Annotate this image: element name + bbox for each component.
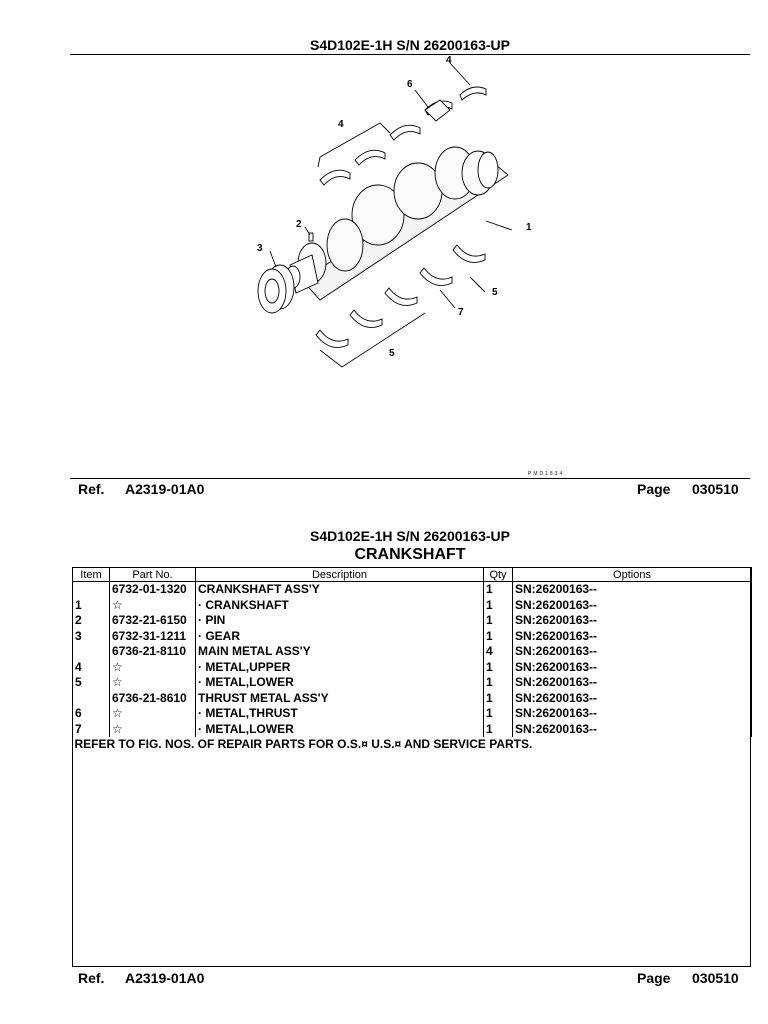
cell-part-no: 6732-01-1320	[110, 582, 196, 598]
cell-description: THRUST METAL ASS'Y	[196, 691, 484, 707]
col-header-part-no: Part No.	[110, 568, 196, 582]
cell-qty: 1	[484, 582, 513, 598]
table-row	[73, 691, 752, 707]
table-row	[73, 629, 752, 645]
parts-table	[72, 567, 752, 753]
cell-qty: 1	[484, 691, 513, 707]
cell-part-no: 6732-31-1211	[110, 629, 196, 645]
cell-options: SN:26200163--	[513, 644, 752, 660]
callout-2: 2	[296, 219, 302, 230]
table-note-row	[73, 737, 752, 753]
callout-6: 6	[407, 79, 413, 90]
cell-options: SN:26200163--	[513, 613, 752, 629]
col-header-qty: Qty	[484, 568, 513, 582]
ref-value-bottom: A2319-01A0	[125, 970, 205, 986]
parts-model-title: S4D102E-1H S/N 26200163-UP	[309, 528, 510, 544]
cell-description: · METAL,LOWER	[196, 722, 484, 738]
cell-description: MAIN METAL ASS'Y	[196, 644, 484, 660]
table-row	[73, 613, 752, 629]
cell-part-no: ☆	[110, 598, 196, 614]
cell-qty: 1	[484, 613, 513, 629]
cell-qty: 1	[484, 629, 513, 645]
cell-part-no: 6736-21-8610	[110, 691, 196, 707]
cell-item: 4	[73, 660, 110, 676]
callout-7: 7	[458, 307, 464, 318]
table-row	[73, 675, 752, 691]
table-row	[73, 722, 752, 738]
cell-part-no: ☆	[110, 722, 196, 738]
cell-part-no: ☆	[110, 706, 196, 722]
figure-code: PMD1834	[528, 471, 565, 477]
cell-description: · GEAR	[196, 629, 484, 645]
table-note: REFER TO FIG. NOS. OF REPAIR PARTS FOR O.S.¤ U.S.¤ AND SERVICE PARTS.	[74, 737, 533, 752]
cell-qty: 1	[484, 598, 513, 614]
cell-description: · METAL,LOWER	[196, 675, 484, 691]
cell-qty: 1	[484, 706, 513, 722]
col-header-item: Item	[73, 568, 110, 582]
page-value-top: 030510	[692, 481, 739, 497]
cell-item	[73, 644, 110, 660]
page-label-bottom: Page	[637, 970, 671, 986]
col-header-description: Description	[196, 568, 484, 582]
cell-description: · PIN	[196, 613, 484, 629]
cell-description: · METAL,THRUST	[196, 706, 484, 722]
callout-3: 3	[257, 243, 263, 254]
cell-part-no: ☆	[110, 660, 196, 676]
ref-value-top: A2319-01A0	[125, 481, 205, 497]
cell-item	[73, 582, 110, 598]
table-row	[73, 660, 752, 676]
cell-description: CRANKSHAFT ASS'Y	[196, 582, 484, 598]
callout-4-top: 4	[446, 55, 452, 66]
table-row	[73, 598, 752, 614]
ref-label-top: Ref.	[78, 481, 105, 497]
cell-part-no: ☆	[110, 675, 196, 691]
cell-item: 3	[73, 629, 110, 645]
figure-bottom-rule	[70, 478, 750, 479]
cell-options: SN:26200163--	[513, 629, 752, 645]
cell-item: 5	[73, 675, 110, 691]
table-header-row	[73, 568, 752, 582]
cell-item: 1	[73, 598, 110, 614]
page-header-title: S4D102E-1H S/N 26200163-UP	[309, 37, 510, 53]
cell-item: 2	[73, 613, 110, 629]
cell-item	[73, 691, 110, 707]
page-label-top: Page	[637, 481, 671, 497]
cell-options: SN:26200163--	[513, 706, 752, 722]
page-value-bottom: 030510	[692, 970, 739, 986]
cell-options: SN:26200163--	[513, 691, 752, 707]
parts-group-title: CRANKSHAFT	[354, 546, 466, 563]
cell-qty: 4	[484, 644, 513, 660]
cell-part-no: 6736-21-8110	[110, 644, 196, 660]
cell-options: SN:26200163--	[513, 675, 752, 691]
cell-description: · CRANKSHAFT	[196, 598, 484, 614]
cell-qty: 1	[484, 675, 513, 691]
table-row	[73, 706, 752, 722]
table-row	[73, 582, 752, 598]
crankshaft-exploded-diagram	[250, 55, 550, 375]
callout-5-right: 5	[492, 287, 498, 298]
col-header-options: Options	[513, 568, 752, 582]
callout-5-bottom: 5	[389, 348, 395, 359]
callout-4: 4	[338, 119, 344, 130]
cell-qty: 1	[484, 722, 513, 738]
cell-options: SN:26200163--	[513, 660, 752, 676]
cell-options: SN:26200163--	[513, 582, 752, 598]
cell-qty: 1	[484, 660, 513, 676]
cell-options: SN:26200163--	[513, 722, 752, 738]
cell-description: · METAL,UPPER	[196, 660, 484, 676]
ref-label-bottom: Ref.	[78, 970, 105, 986]
cell-item: 7	[73, 722, 110, 738]
callout-1: 1	[526, 222, 532, 233]
cell-part-no: 6732-21-6150	[110, 613, 196, 629]
cell-options: SN:26200163--	[513, 598, 752, 614]
cell-item: 6	[73, 706, 110, 722]
table-row	[73, 644, 752, 660]
